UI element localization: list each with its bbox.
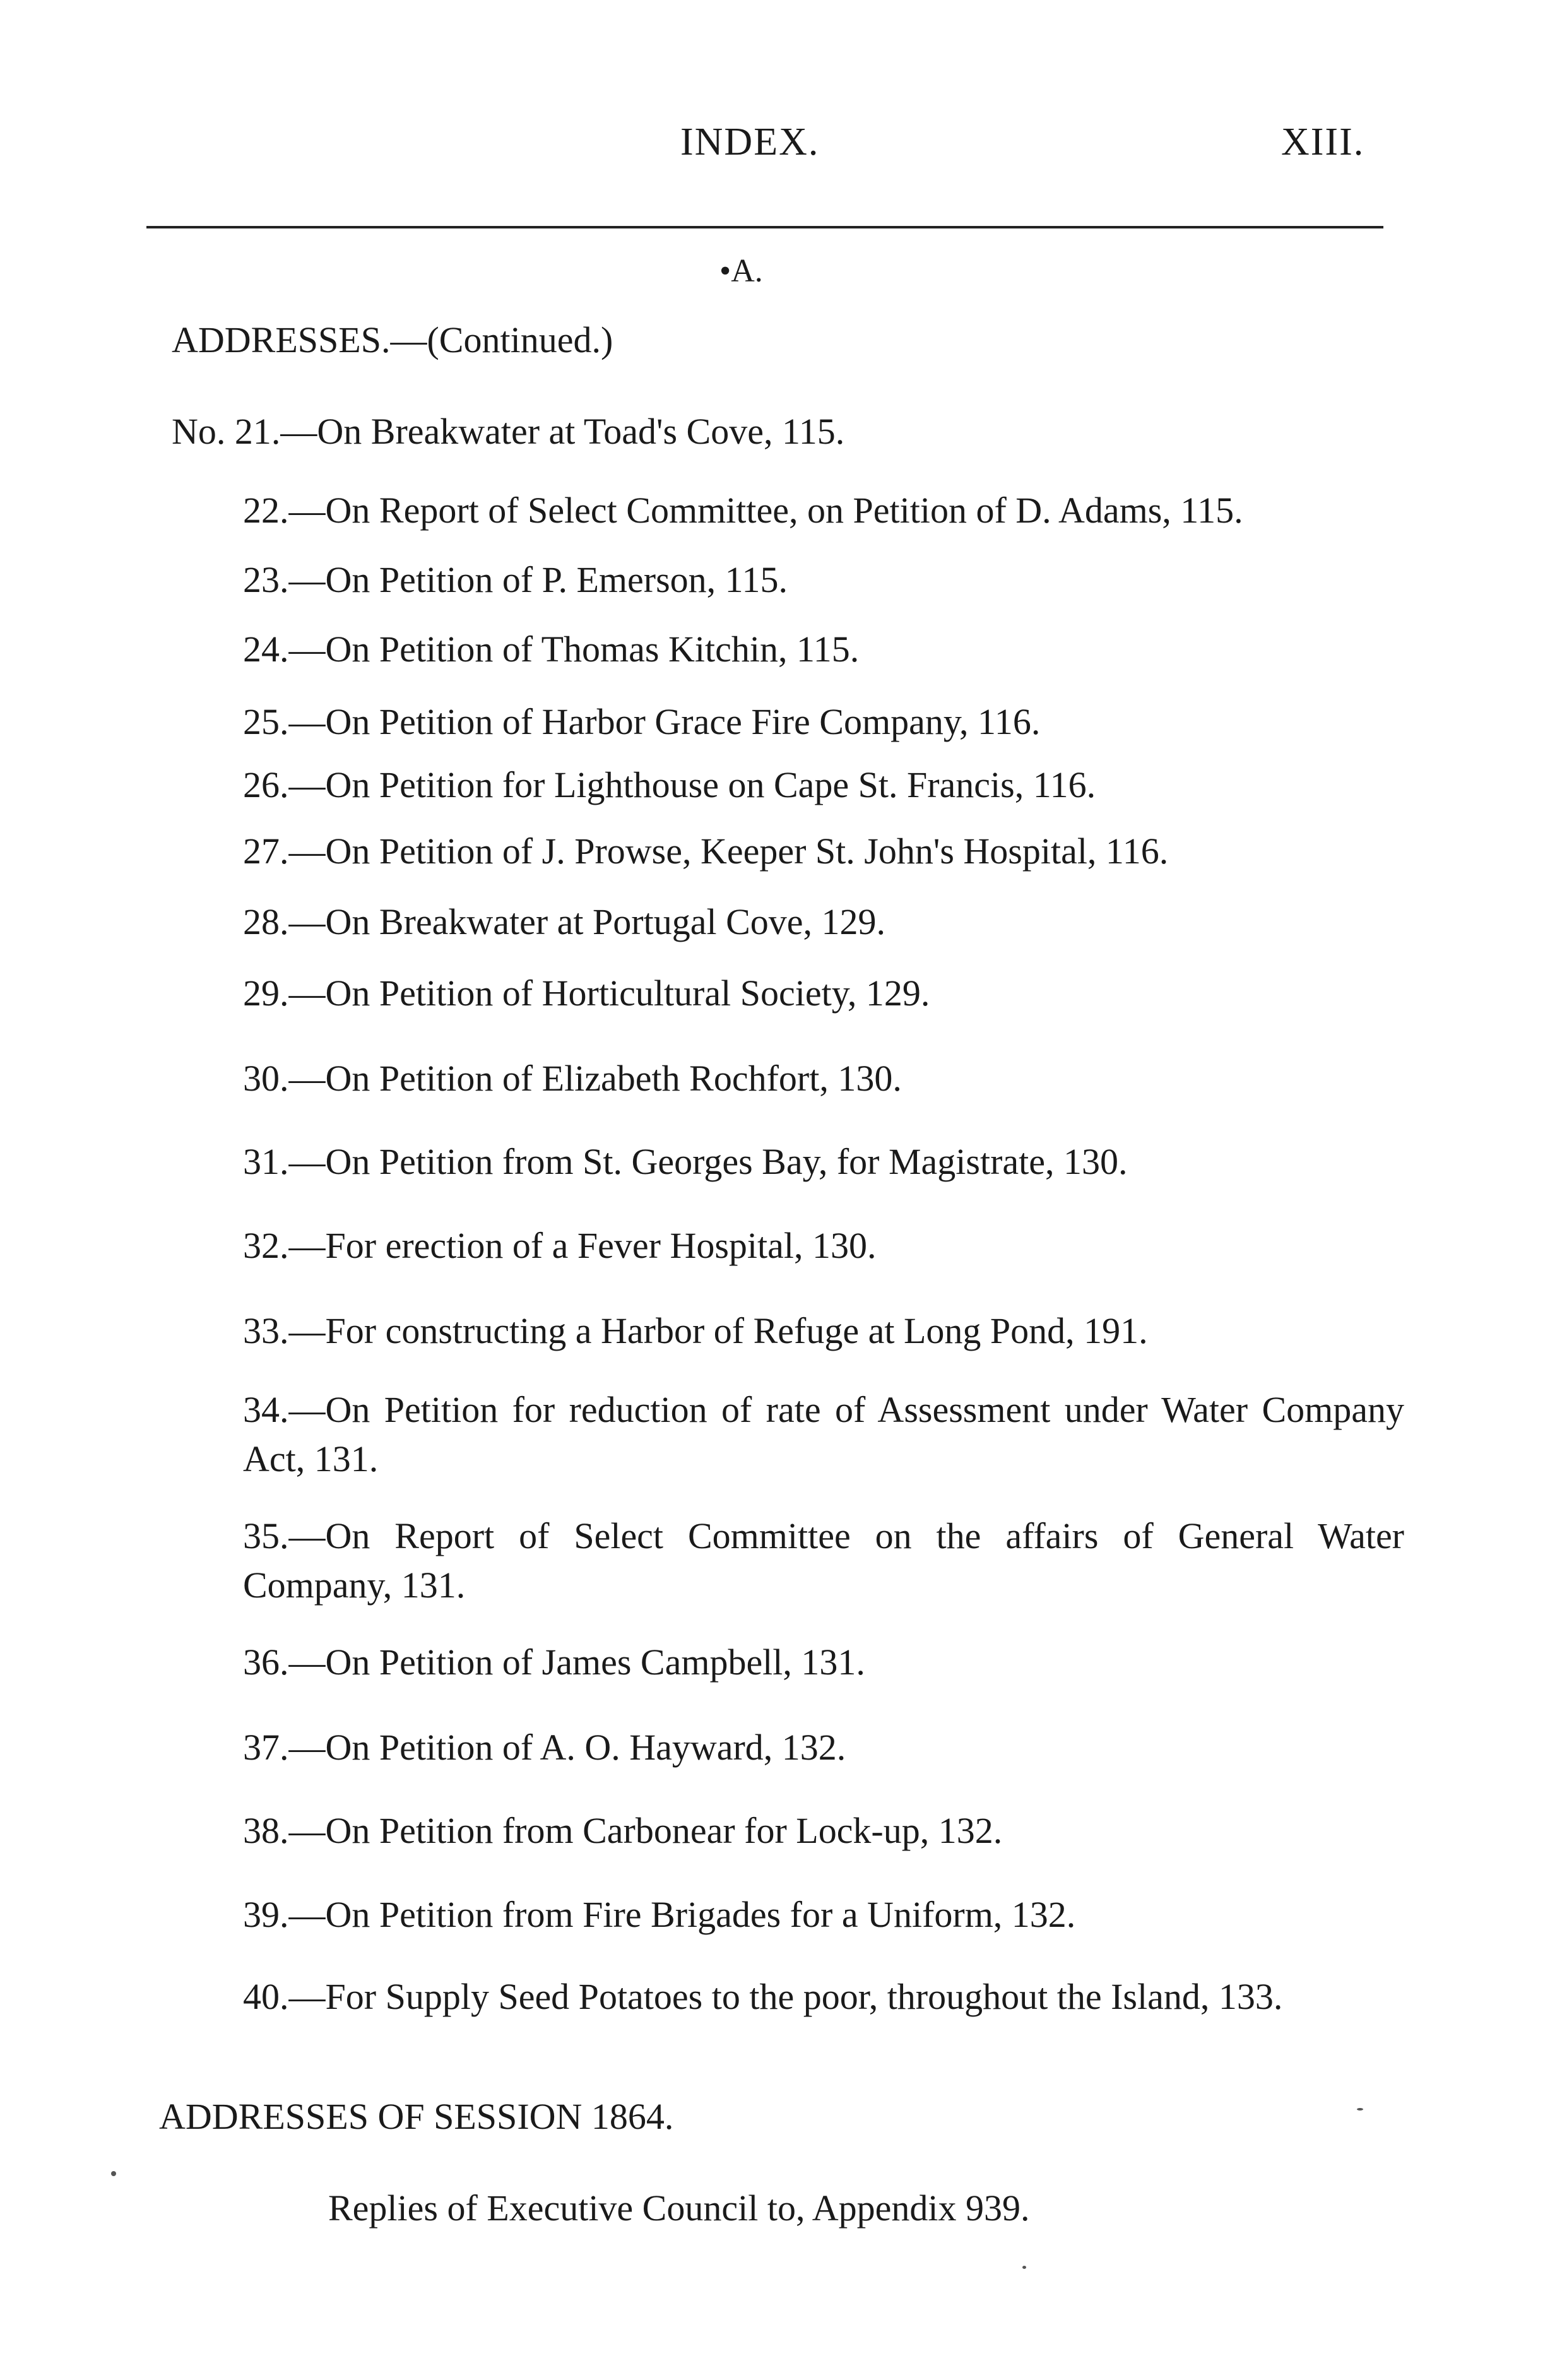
session-1864-heading: ADDRESSES OF SESSION 1864.	[159, 2096, 674, 2137]
index-entry: 38.—On Petition from Carbonear for Lock-up, 132.	[243, 1810, 1003, 1851]
ink-speck	[111, 2171, 116, 2176]
addresses-heading: ADDRESSES.—(Continued.)	[172, 319, 613, 360]
index-entry: 27.—On Petition of J. Prowse, Keeper St. John's Hospital, 116.	[243, 831, 1169, 872]
index-entry: 33.—For constructing a Harbor of Refuge at Long Pond, 191.	[243, 1310, 1148, 1351]
index-entry: 28.—On Breakwater at Portugal Cove, 129.	[243, 901, 886, 942]
index-entry: 25.—On Petition of Harbor Grace Fire Company, 116.	[243, 701, 1041, 742]
ink-speck	[1357, 2108, 1363, 2111]
index-entry: 37.—On Petition of A. O. Hayward, 132.	[243, 1727, 846, 1768]
header-rule	[146, 226, 1383, 228]
index-entry: 39.—On Petition from Fire Brigades for a Uniform, 132.	[243, 1894, 1076, 1935]
ink-speck	[1022, 2266, 1026, 2269]
page-number: XIII.	[1281, 121, 1365, 163]
index-entry: 30.—On Petition of Elizabeth Rochfort, 130.	[243, 1058, 902, 1099]
index-entry: 36.—On Petition of James Campbell, 131.	[243, 1642, 865, 1683]
index-entry: 31.—On Petition from St. Georges Bay, for Magistrate, 130.	[243, 1141, 1128, 1182]
index-entry: 29.—On Petition of Horticultural Society, 129.	[243, 973, 930, 1014]
index-entry: 40.—For Supply Seed Potatoes to the poor, throughout the Island, 133.	[243, 1976, 1283, 2017]
index-entry: 23.—On Petition of P. Emerson, 115.	[243, 559, 788, 600]
session-1864-entry: Replies of Executive Council to, Appendix 939.	[328, 2188, 1030, 2229]
index-entry: No. 21.—On Breakwater at Toad's Cove, 115.	[172, 411, 845, 452]
index-entry: 34.—On Petition for reduction of rate of Assessment under Water Company Act, 131.	[243, 1389, 1404, 1479]
index-entry: 35.—On Report of Select Committee on the affairs of General Water Company, 131.	[243, 1515, 1404, 1606]
section-letter: •A.	[719, 253, 763, 289]
running-header-title: INDEX.	[680, 121, 820, 163]
index-entry: 26.—On Petition for Lighthouse on Cape St. Francis, 116.	[243, 764, 1096, 805]
index-entry: 22.—On Report of Select Committee, on Petition of D. Adams, 115.	[243, 490, 1243, 531]
index-entry: 24.—On Petition of Thomas Kitchin, 115.	[243, 629, 860, 670]
index-entry: 32.—For erection of a Fever Hospital, 130.	[243, 1225, 877, 1266]
